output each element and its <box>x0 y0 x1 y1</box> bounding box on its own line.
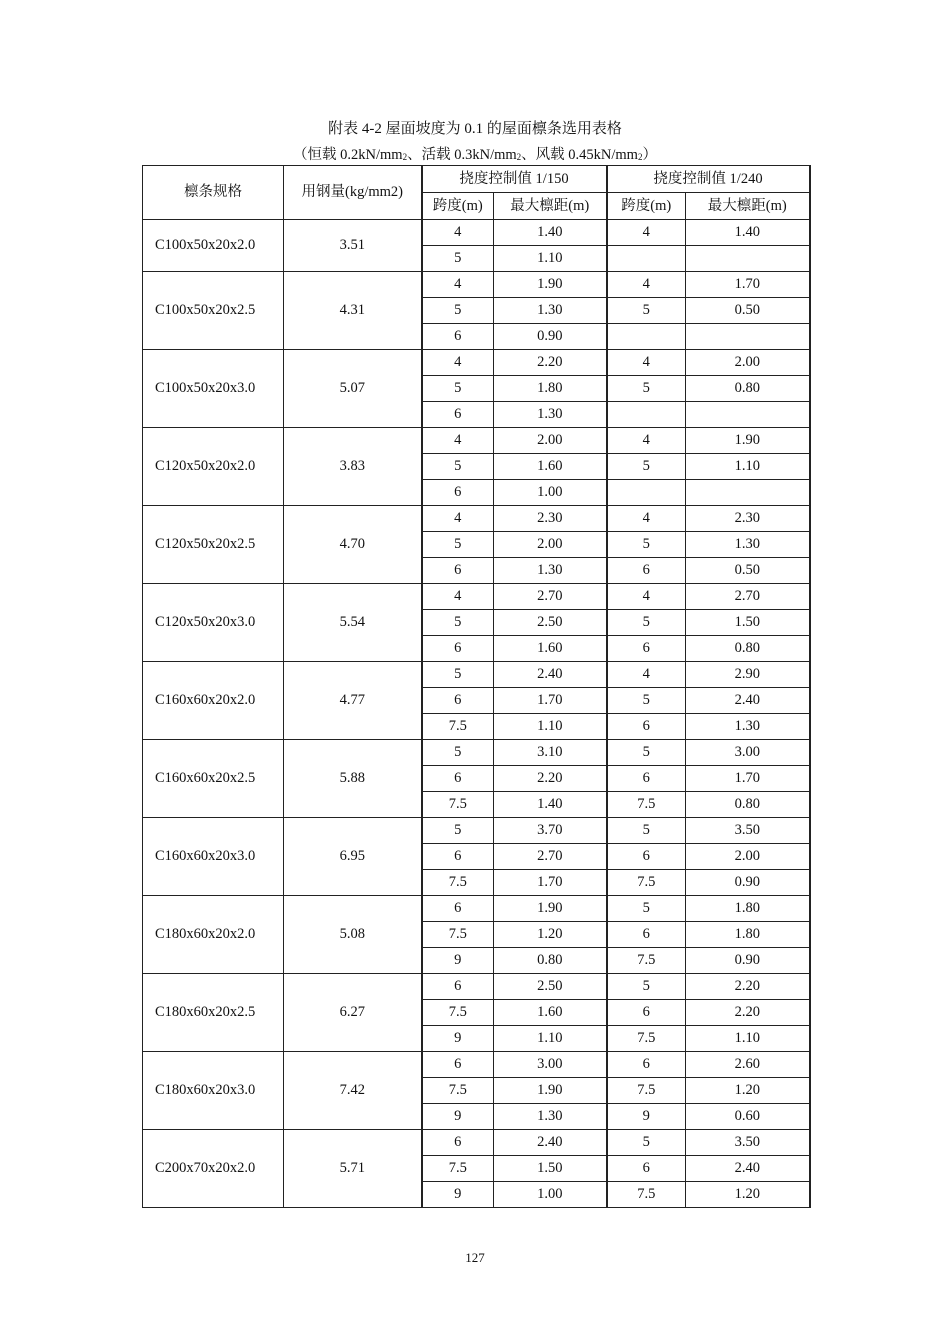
span-1-150: 9 <box>422 1026 494 1052</box>
max-spacing-1-150: 1.30 <box>494 558 607 584</box>
max-spacing-1-150: 1.40 <box>494 220 607 246</box>
span-1-150: 7.5 <box>422 922 494 948</box>
span-1-150: 5 <box>422 740 494 766</box>
max-spacing-1-150: 2.30 <box>494 506 607 532</box>
max-spacing-1-240 <box>686 324 810 350</box>
header-spec: 檩条规格 <box>143 166 284 220</box>
max-spacing-1-150: 0.90 <box>494 324 607 350</box>
max-spacing-1-240: 1.70 <box>686 272 810 298</box>
max-spacing-1-240: 1.10 <box>686 454 810 480</box>
span-1-150: 6 <box>422 844 494 870</box>
span-1-150: 5 <box>422 298 494 324</box>
span-1-240: 5 <box>607 688 686 714</box>
max-spacing-1-240: 1.20 <box>686 1182 810 1208</box>
max-spacing-1-150: 1.10 <box>494 714 607 740</box>
max-spacing-1-150: 1.30 <box>494 298 607 324</box>
span-1-150: 7.5 <box>422 714 494 740</box>
table-row <box>143 428 810 454</box>
purlin-spec: C100x50x20x2.0 <box>143 220 284 272</box>
page-number: 127 <box>465 1250 485 1265</box>
max-spacing-1-240: 2.20 <box>686 974 810 1000</box>
purlin-spec: C160x60x20x2.5 <box>143 740 284 818</box>
max-spacing-1-240: 2.30 <box>686 506 810 532</box>
span-1-240: 7.5 <box>607 1182 686 1208</box>
max-spacing-1-150: 2.50 <box>494 610 607 636</box>
purlin-spec: C100x50x20x2.5 <box>143 272 284 350</box>
max-spacing-1-150: 1.30 <box>494 1104 607 1130</box>
span-1-240: 6 <box>607 844 686 870</box>
span-1-240: 5 <box>607 818 686 844</box>
max-spacing-1-150: 3.70 <box>494 818 607 844</box>
span-1-150: 4 <box>422 272 494 298</box>
span-1-240: 5 <box>607 454 686 480</box>
span-1-240: 4 <box>607 584 686 610</box>
span-1-150: 7.5 <box>422 870 494 896</box>
max-spacing-1-240: 3.50 <box>686 1130 810 1156</box>
purlin-spec: C180x60x20x2.5 <box>143 974 284 1052</box>
header-max-spacing: 最大檩距(m) <box>686 193 810 220</box>
max-spacing-1-150: 0.80 <box>494 948 607 974</box>
max-spacing-1-240: 0.50 <box>686 298 810 324</box>
max-spacing-1-240: 3.00 <box>686 740 810 766</box>
span-1-240: 5 <box>607 376 686 402</box>
steel-usage: 5.54 <box>284 584 422 662</box>
purlin-spec: C160x60x20x2.0 <box>143 662 284 740</box>
unit-exponent: 2 <box>402 152 408 162</box>
unit-exponent: 2 <box>637 152 643 162</box>
max-spacing-1-240: 3.50 <box>686 818 810 844</box>
max-spacing-1-240 <box>686 402 810 428</box>
steel-usage: 4.70 <box>284 506 422 584</box>
max-spacing-1-150: 3.00 <box>494 1052 607 1078</box>
header-span: 跨度(m) <box>422 193 494 220</box>
span-1-240 <box>607 480 686 506</box>
span-1-240: 4 <box>607 220 686 246</box>
span-1-240: 6 <box>607 636 686 662</box>
purlin-spec: C200x70x20x2.0 <box>143 1130 284 1208</box>
max-spacing-1-150: 2.20 <box>494 766 607 792</box>
purlin-spec: C160x60x20x3.0 <box>143 818 284 896</box>
span-1-150: 4 <box>422 220 494 246</box>
max-spacing-1-240: 2.00 <box>686 350 810 376</box>
max-spacing-1-150: 1.30 <box>494 402 607 428</box>
span-1-150: 6 <box>422 896 494 922</box>
span-1-240: 7.5 <box>607 1026 686 1052</box>
max-spacing-1-150: 2.70 <box>494 844 607 870</box>
table-row <box>143 896 810 922</box>
max-spacing-1-150: 2.50 <box>494 974 607 1000</box>
max-spacing-1-240: 1.80 <box>686 896 810 922</box>
purlin-spec: C120x50x20x2.5 <box>143 506 284 584</box>
span-1-240: 4 <box>607 350 686 376</box>
steel-usage: 4.31 <box>284 272 422 350</box>
steel-usage: 3.51 <box>284 220 422 272</box>
span-1-240: 5 <box>607 896 686 922</box>
max-spacing-1-240: 2.40 <box>686 688 810 714</box>
table-row <box>143 584 810 610</box>
span-1-150: 4 <box>422 350 494 376</box>
max-spacing-1-150: 1.80 <box>494 376 607 402</box>
table-row <box>143 662 810 688</box>
header-group-150: 挠度控制值 1/150 <box>422 166 607 193</box>
steel-usage: 4.77 <box>284 662 422 740</box>
table-row <box>143 818 810 844</box>
max-spacing-1-150: 1.10 <box>494 1026 607 1052</box>
max-spacing-1-240: 2.20 <box>686 1000 810 1026</box>
load-dead: （恒载 0.2kN/mm <box>293 147 403 163</box>
max-spacing-1-150: 1.90 <box>494 1078 607 1104</box>
span-1-240: 6 <box>607 1000 686 1026</box>
max-spacing-1-240: 1.80 <box>686 922 810 948</box>
span-1-240: 7.5 <box>607 1078 686 1104</box>
span-1-150: 4 <box>422 506 494 532</box>
span-1-240 <box>607 324 686 350</box>
span-1-240: 5 <box>607 974 686 1000</box>
table-row <box>143 740 810 766</box>
max-spacing-1-150: 1.90 <box>494 272 607 298</box>
max-spacing-1-150: 1.60 <box>494 454 607 480</box>
span-1-150: 6 <box>422 324 494 350</box>
max-spacing-1-240: 1.90 <box>686 428 810 454</box>
span-1-150: 7.5 <box>422 1156 494 1182</box>
table-row <box>143 350 810 376</box>
max-spacing-1-150: 1.60 <box>494 1000 607 1026</box>
max-spacing-1-150: 2.40 <box>494 1130 607 1156</box>
steel-usage: 6.95 <box>284 818 422 896</box>
span-1-150: 7.5 <box>422 1078 494 1104</box>
span-1-240: 5 <box>607 610 686 636</box>
max-spacing-1-240: 1.50 <box>686 610 810 636</box>
max-spacing-1-240: 1.10 <box>686 1026 810 1052</box>
max-spacing-1-150: 1.10 <box>494 246 607 272</box>
steel-usage: 5.88 <box>284 740 422 818</box>
span-1-240: 4 <box>607 272 686 298</box>
purlin-spec: C120x50x20x3.0 <box>143 584 284 662</box>
span-1-150: 6 <box>422 402 494 428</box>
max-spacing-1-240: 0.80 <box>686 792 810 818</box>
header-max-spacing: 最大檩距(m) <box>494 193 607 220</box>
span-1-150: 4 <box>422 428 494 454</box>
max-spacing-1-240: 1.70 <box>686 766 810 792</box>
purlin-spec: C120x50x20x2.0 <box>143 428 284 506</box>
steel-usage: 3.83 <box>284 428 422 506</box>
span-1-240: 9 <box>607 1104 686 1130</box>
span-1-150: 6 <box>422 558 494 584</box>
span-1-240: 7.5 <box>607 948 686 974</box>
span-1-150: 4 <box>422 584 494 610</box>
max-spacing-1-150: 2.00 <box>494 428 607 454</box>
purlin-spec: C100x50x20x3.0 <box>143 350 284 428</box>
load-conditions <box>0 143 950 164</box>
span-1-150: 7.5 <box>422 792 494 818</box>
purlin-spec: C180x60x20x3.0 <box>143 1052 284 1130</box>
span-1-150: 5 <box>422 376 494 402</box>
span-1-240: 4 <box>607 428 686 454</box>
span-1-150: 9 <box>422 1182 494 1208</box>
max-spacing-1-240: 2.70 <box>686 584 810 610</box>
max-spacing-1-240: 0.80 <box>686 376 810 402</box>
table-row <box>143 1130 810 1156</box>
purlin-selection-table <box>142 165 811 1208</box>
max-spacing-1-240 <box>686 246 810 272</box>
span-1-240: 4 <box>607 662 686 688</box>
max-spacing-1-150: 2.40 <box>494 662 607 688</box>
span-1-240: 6 <box>607 922 686 948</box>
span-1-150: 5 <box>422 454 494 480</box>
span-1-150: 5 <box>422 532 494 558</box>
max-spacing-1-240: 1.30 <box>686 714 810 740</box>
span-1-240: 6 <box>607 766 686 792</box>
max-spacing-1-150: 2.00 <box>494 532 607 558</box>
max-spacing-1-240: 2.60 <box>686 1052 810 1078</box>
span-1-240: 6 <box>607 558 686 584</box>
max-spacing-1-240: 0.50 <box>686 558 810 584</box>
span-1-150: 6 <box>422 480 494 506</box>
purlin-spec: C180x60x20x2.0 <box>143 896 284 974</box>
max-spacing-1-150: 1.60 <box>494 636 607 662</box>
max-spacing-1-240: 1.30 <box>686 532 810 558</box>
max-spacing-1-240 <box>686 480 810 506</box>
span-1-150: 6 <box>422 636 494 662</box>
steel-usage: 5.08 <box>284 896 422 974</box>
span-1-150: 7.5 <box>422 1000 494 1026</box>
load-live: 、活载 0.3kN/mm <box>407 147 517 163</box>
table-row <box>143 272 810 298</box>
max-spacing-1-150: 1.40 <box>494 792 607 818</box>
load-close: ） <box>642 147 657 163</box>
span-1-240: 5 <box>607 1130 686 1156</box>
span-1-240: 6 <box>607 714 686 740</box>
max-spacing-1-150: 2.70 <box>494 584 607 610</box>
max-spacing-1-150: 2.20 <box>494 350 607 376</box>
max-spacing-1-150: 3.10 <box>494 740 607 766</box>
span-1-240: 5 <box>607 532 686 558</box>
max-spacing-1-150: 1.70 <box>494 870 607 896</box>
header-steel: 用钢量(kg/mm2) <box>284 166 422 220</box>
max-spacing-1-240: 1.40 <box>686 220 810 246</box>
max-spacing-1-150: 1.50 <box>494 1156 607 1182</box>
max-spacing-1-240: 2.40 <box>686 1156 810 1182</box>
span-1-240: 6 <box>607 1156 686 1182</box>
header-group-240: 挠度控制值 1/240 <box>607 166 810 193</box>
max-spacing-1-150: 1.90 <box>494 896 607 922</box>
max-spacing-1-240: 0.80 <box>686 636 810 662</box>
span-1-150: 6 <box>422 974 494 1000</box>
steel-usage: 6.27 <box>284 974 422 1052</box>
table-row <box>143 220 810 246</box>
span-1-150: 5 <box>422 662 494 688</box>
span-1-150: 5 <box>422 610 494 636</box>
max-spacing-1-240: 2.00 <box>686 844 810 870</box>
max-spacing-1-150: 1.00 <box>494 1182 607 1208</box>
span-1-240: 6 <box>607 1052 686 1078</box>
span-1-240: 5 <box>607 298 686 324</box>
load-wind: 、风载 0.45kN/mm <box>521 147 638 163</box>
max-spacing-1-150: 1.00 <box>494 480 607 506</box>
span-1-240: 5 <box>607 740 686 766</box>
span-1-150: 9 <box>422 1104 494 1130</box>
steel-usage: 5.07 <box>284 350 422 428</box>
max-spacing-1-240: 0.90 <box>686 948 810 974</box>
span-1-150: 6 <box>422 766 494 792</box>
max-spacing-1-240: 0.60 <box>686 1104 810 1130</box>
table-row <box>143 1052 810 1078</box>
span-1-150: 5 <box>422 818 494 844</box>
table-row <box>143 974 810 1000</box>
span-1-240 <box>607 246 686 272</box>
span-1-240: 4 <box>607 506 686 532</box>
span-1-150: 6 <box>422 1130 494 1156</box>
steel-usage: 7.42 <box>284 1052 422 1130</box>
max-spacing-1-240: 2.90 <box>686 662 810 688</box>
table-title: 附表 4-2 屋面坡度为 0.1 的屋面檩条选用表格 <box>328 121 622 137</box>
span-1-150: 6 <box>422 688 494 714</box>
span-1-150: 9 <box>422 948 494 974</box>
span-1-150: 6 <box>422 1052 494 1078</box>
span-1-240: 7.5 <box>607 870 686 896</box>
table-row <box>143 506 810 532</box>
header-span: 跨度(m) <box>607 193 686 220</box>
max-spacing-1-150: 1.70 <box>494 688 607 714</box>
max-spacing-1-240: 0.90 <box>686 870 810 896</box>
unit-exponent: 2 <box>516 152 522 162</box>
max-spacing-1-150: 1.20 <box>494 922 607 948</box>
steel-usage: 5.71 <box>284 1130 422 1208</box>
max-spacing-1-240: 1.20 <box>686 1078 810 1104</box>
span-1-240 <box>607 402 686 428</box>
span-1-150: 5 <box>422 246 494 272</box>
span-1-240: 7.5 <box>607 792 686 818</box>
table-body <box>143 220 810 1208</box>
